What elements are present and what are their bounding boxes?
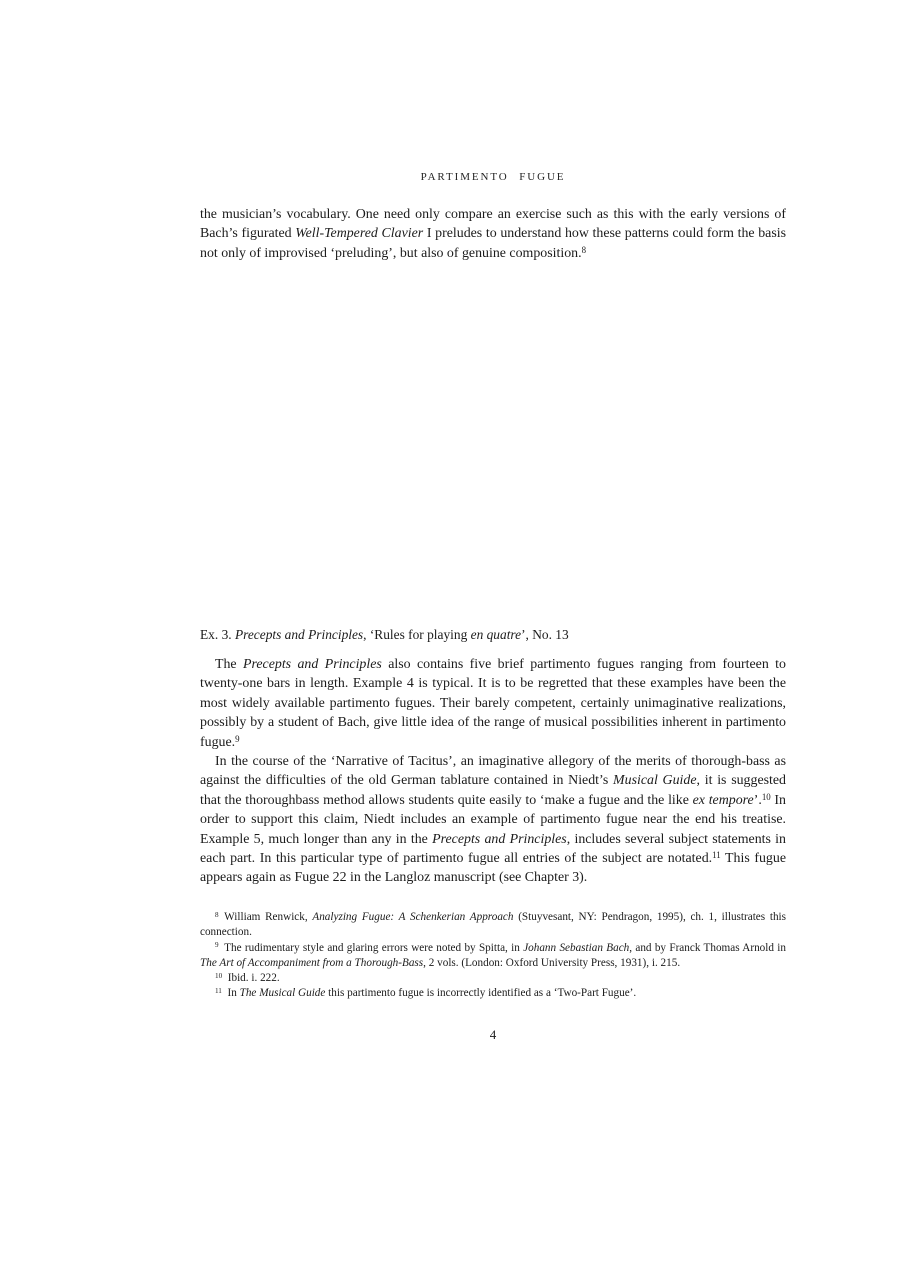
body-text [200, 655, 786, 888]
footnote-11: $^{11}$ In The Musical Guide this partimento fugue is incorrectly identified as a ‘Two-Part Fugue’. [215, 987, 637, 1000]
music-example-area [200, 270, 786, 620]
footnote-10: $^{10}$ Ibid. i. 222. [215, 971, 280, 985]
footnote-8: $^8$ William Renwick, Analyzing Fugue: A Schenkerian Approach (Stuyvesant, NY: Pendragon, 1995), ch. 1, illustrates this connection. [200, 910, 786, 939]
body-paragraph-1: The Precepts and Principles also contains five brief partimento fugues ranging from fourteen to twenty-one bars in length. Example 4 is typical. It is to be regretted that these examples have been the most widely available partimento fugues. Their barely competent, certainly unimaginative realizations, possibly by a student of Bach, give little idea of the range of musical possibilities inherent in partimento fugue.$^9$ [200, 657, 786, 750]
footnote-9: $^9$ The rudimentary style and glaring errors were noted by Spitta, in Johann Sebastian Bach, and by Franck Thomas Arnold in The Art of Accompaniment from a Thorough-Bass, 2 vols. (London: Oxford University Press, 1931), i. 215. [200, 941, 786, 969]
page-number: 4 [489, 1027, 497, 1042]
running-head: PARTIMENTO FUGUE [420, 171, 566, 183]
body-paragraph-2: In the course of the ‘Narrative of Tacitus’, an imaginative allegory of the merits of thorough-bass as against the difficulties of the old German tablature contained in Niedt’s Musical Guide, it is suggested that the thoroughbass method allows students quite easily to ‘make a fugue and the like ex tempore’.$^{10}$ In order to support this claim, Niedt includes an example of partimento fugue near the end his treatise. Example 5, much longer than any in the Precepts and Principles, includes several subject statements in each part. In this particular type of partimento fugue all entries of the subject are notated.$^{11}$ This fugue appears again as Fugue 22 in the Langloz manuscript (see Chapter 3). [200, 754, 787, 886]
intro-paragraph: the musician’s vocabulary. One need only compare an exercise such as this with the early versions of Bach’s figurated Well-Tempered Clavier I preludes to understand how these patterns could form the basis not only of improvised ‘preluding’, but also of genuine composition.$^8$ [200, 207, 787, 261]
example-caption: Ex. 3. Precepts and Principles, ‘Rules for playing en quatre’, No. 13 [200, 627, 569, 642]
footnotes [200, 910, 786, 1002]
